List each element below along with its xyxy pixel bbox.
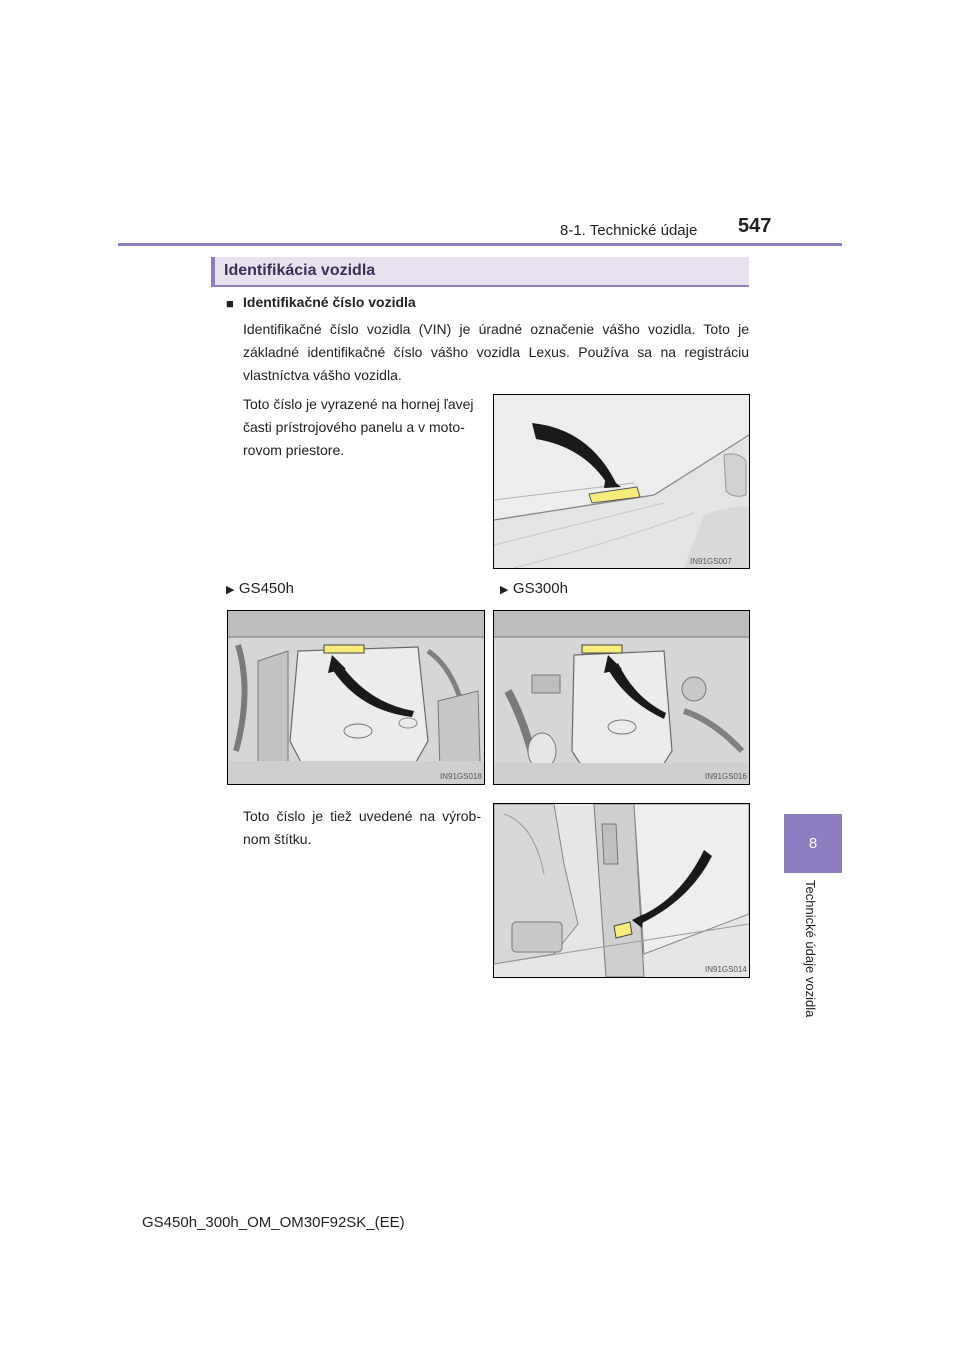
subsection-title: Identifikačné číslo vozidla xyxy=(243,294,416,310)
chapter-number: 8 xyxy=(808,835,818,852)
chapter-title-vertical: Technické údaje vozidla xyxy=(803,880,818,1018)
model-label-gs300h xyxy=(500,580,568,598)
header-rule xyxy=(118,243,842,246)
label-paragraph: Toto číslo je tiež uvedené na výrob- nom štítku. xyxy=(243,808,481,847)
gs450h-engine-illustration xyxy=(228,611,484,784)
section-title: Identifikácia vozidla xyxy=(224,262,376,279)
figure-code: IN91GS016 xyxy=(705,772,747,781)
model-name: GS300h xyxy=(512,580,568,597)
dashboard-illustration xyxy=(494,395,749,568)
page-number: 547 xyxy=(738,215,772,237)
figure-code: IN91GS014 xyxy=(705,965,747,974)
figure-code: IN91GS007 xyxy=(690,557,732,566)
gs300h-engine-illustration xyxy=(494,611,749,784)
dashboard-figure xyxy=(493,394,750,569)
running-header-section: 8-1. Technické údaje xyxy=(560,222,698,239)
model-marker: ▶ xyxy=(500,584,509,596)
gs450h-engine-figure xyxy=(227,610,485,785)
section-heading-rule xyxy=(211,285,749,287)
document-code-footer: GS450h_300h_OM_OM30F92SK_(EE) xyxy=(142,1214,405,1231)
gs300h-engine-figure xyxy=(493,610,750,785)
subsection-marker: ■ xyxy=(226,296,234,311)
model-marker: ▶ xyxy=(226,584,235,596)
body-paragraph: Identifikačné číslo vozidla (VIN) je úradné označenie vášho vozidla. Toto je základné identifikačné číslo vášho vozidla Lexus. Používa sa na registráciu vlastníctva vášho vozidla. xyxy=(243,321,749,383)
chapter-tab xyxy=(784,814,842,873)
location-paragraph: Toto číslo je vyrazené na hornej ľavej časti prístrojového panelu a v moto- rovom priestore. xyxy=(243,396,474,458)
door-pillar-illustration xyxy=(494,804,749,977)
model-label-gs450h xyxy=(226,580,294,598)
model-name: GS450h xyxy=(238,580,294,597)
figure-code: IN91GS018 xyxy=(440,772,482,781)
door-pillar-figure xyxy=(493,803,750,978)
